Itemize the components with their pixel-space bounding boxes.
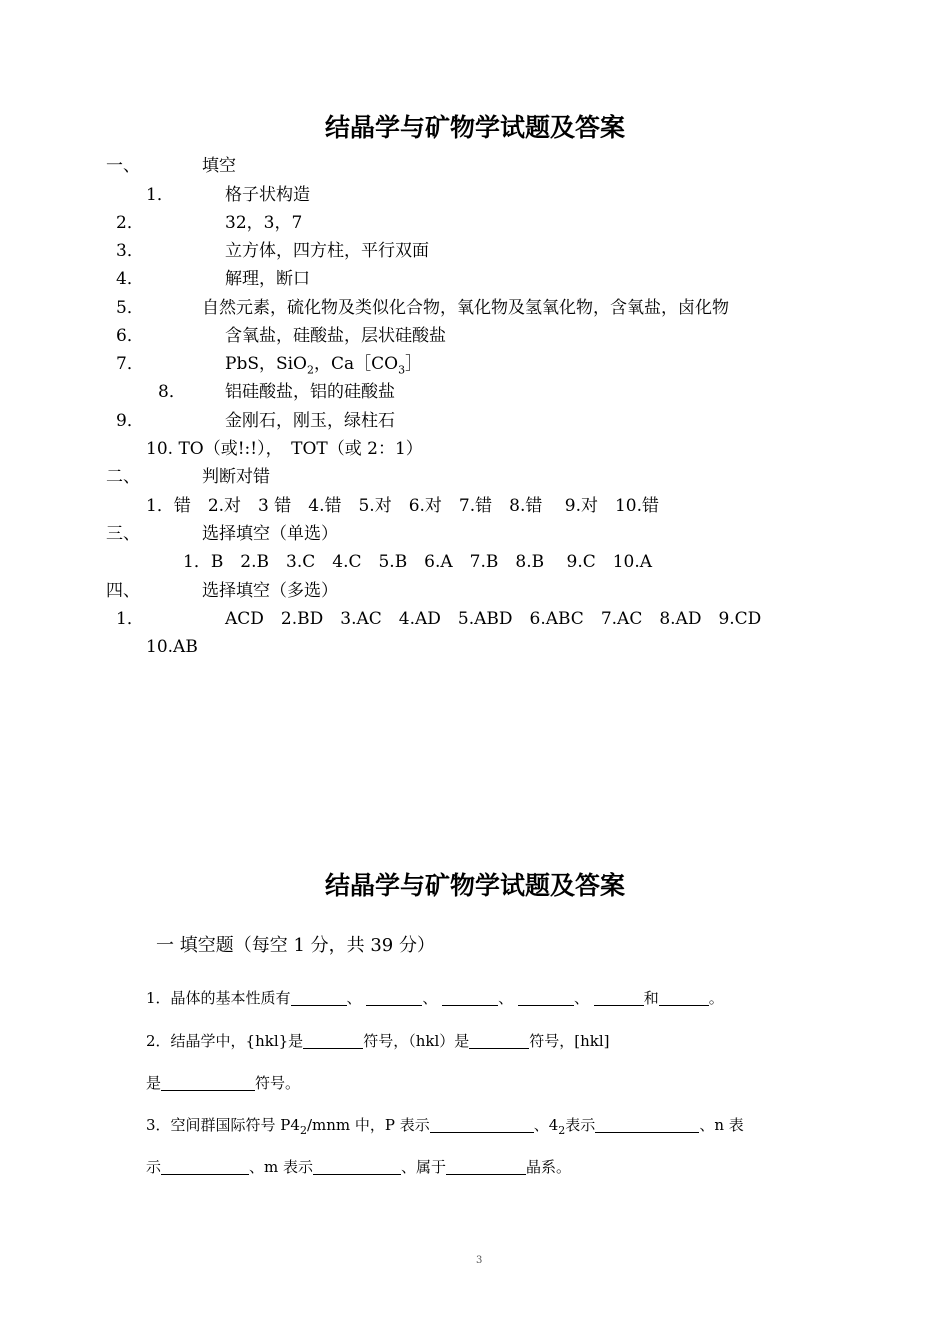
section-1-label: 填空 [202, 156, 236, 176]
answer-blank[interactable] [366, 989, 422, 1006]
answer-8-number: 8． [158, 382, 186, 402]
separator: 、 [422, 989, 438, 1007]
answer-4-text: 解理，断口 [225, 269, 310, 289]
section-3-label: 选择填空（单选） [202, 524, 338, 544]
question-2-text-b: 符号，（hkl）是 [363, 1032, 470, 1050]
question-1-text: 1．晶体的基本性质有 [146, 989, 291, 1007]
section-3-answers: 1．B 2.B 3.C 4.C 5.B 6.A 7.B 8.B 9.C 10.A [183, 552, 653, 572]
question-3-subscript-b: 2 [558, 1124, 566, 1137]
answer-7-part-b: ，Ca［CO [314, 354, 399, 374]
separator: 、 [498, 989, 514, 1007]
answer-blank[interactable] [161, 1074, 255, 1091]
answers-title: 结晶学与矿物学试题及答案 [324, 113, 625, 142]
question-3-continued-text: 示 [146, 1158, 162, 1176]
question-3-continued-text-b: 、m 表示 [249, 1158, 314, 1176]
answer-blank[interactable] [430, 1116, 534, 1133]
question-2-continued [146, 1073, 300, 1093]
answer-7-part-c: ］ [405, 354, 423, 374]
answer-1-number: 1． [146, 185, 174, 205]
answer-4-number: 4． [116, 269, 144, 289]
answer-blank[interactable] [313, 1158, 401, 1175]
page-number: 3 [476, 1255, 483, 1266]
question-1-and: 和 [643, 989, 659, 1007]
question-3-subscript: 2 [299, 1124, 307, 1137]
section-4-answers-continued: 10.AB [146, 637, 198, 657]
answer-blank[interactable] [595, 1116, 699, 1133]
question-3-continued [146, 1157, 571, 1177]
separator: 、 [346, 989, 362, 1007]
question-3-continued-text-c: 、属于 [401, 1158, 447, 1176]
question-3 [146, 1115, 744, 1141]
answer-6-text: 含氧盐，硅酸盐，层状硅酸盐 [225, 326, 446, 346]
question-2 [146, 1031, 610, 1051]
question-2-text-c: 符号，[hkl] [529, 1032, 610, 1050]
section-4-answers: ACD 2.BD 3.AC 4.AD 5.ABD 6.ABC 7.AC 8.AD 9.CD [225, 609, 762, 629]
question-2-text: 2．结晶学中，{hkl}是 [146, 1032, 304, 1050]
answer-blank[interactable] [518, 989, 574, 1006]
question-3-text: 3．空间群国际符号 P4 [146, 1116, 300, 1134]
answer-blank[interactable] [659, 989, 709, 1006]
question-3-continued-end: 晶系。 [526, 1158, 572, 1176]
answer-7-text [225, 353, 422, 381]
question-2-continued-text: 是 [146, 1074, 162, 1092]
section-3-number: 三、 [106, 524, 140, 544]
section-1-number: 一、 [106, 156, 140, 176]
answer-3-number: 3． [116, 241, 144, 261]
answer-2-text: 32，3，7 [225, 213, 303, 233]
answer-7-subscript-b: 3 [398, 363, 406, 377]
answer-9-number: 9． [116, 411, 144, 431]
section-2-number: 二、 [106, 467, 140, 487]
answer-3-text: 立方体，四方柱，平行双面 [225, 241, 429, 261]
answer-blank[interactable] [291, 989, 347, 1006]
section-2-answers: 1．错 2.对 3 错 4.错 5.对 6.对 7.错 8.错 9.对 10.错 [146, 496, 660, 516]
answer-5-text: 自然元素，硫化物及类似化合物，氧化物及氢氧化物，含氧盐，卤化物 [202, 298, 729, 318]
answer-10-text: 10. TO（或!:!）， TOT（或 2：1） [146, 439, 423, 459]
section-2-label: 判断对错 [202, 467, 270, 487]
answer-blank[interactable] [442, 989, 498, 1006]
answer-7-part-a: PbS，SiO [225, 354, 307, 374]
section-4-number: 四、 [106, 581, 140, 601]
question-3-text-d: 表示 [565, 1116, 596, 1134]
answer-9-text: 金刚石，刚玉，绿柱石 [225, 411, 395, 431]
question-3-text-e: 、n 表 [699, 1116, 744, 1134]
question-2-continued-end: 符号。 [255, 1074, 301, 1092]
answer-blank[interactable] [303, 1032, 363, 1049]
answer-7-number: 7． [116, 354, 144, 374]
answer-8-text: 铝硅酸盐，铝的硅酸盐 [225, 382, 395, 402]
answer-2-number: 2． [116, 213, 144, 233]
answer-6-number: 6． [116, 326, 144, 346]
answer-blank[interactable] [446, 1158, 526, 1175]
answer-blank[interactable] [161, 1158, 249, 1175]
answer-blank[interactable] [594, 989, 644, 1006]
question-1 [146, 988, 724, 1008]
question-1-end: 。 [708, 989, 724, 1007]
separator: 、 [573, 989, 589, 1007]
answer-blank[interactable] [469, 1032, 529, 1049]
question-3-text-c: 、4 [533, 1116, 559, 1134]
question-3-text-b: /mnm 中，P 表示 [306, 1116, 430, 1134]
exam-title: 结晶学与矿物学试题及答案 [324, 871, 625, 900]
exam-section-1-heading: 一 填空题（每空 1 分，共 39 分） [156, 935, 435, 956]
answer-1-text: 格子状构造 [225, 185, 310, 205]
section-4-label: 选择填空（多选） [202, 581, 338, 601]
answer-7-subscript-a: 2 [307, 363, 314, 377]
section-4-item-number: 1． [116, 609, 144, 629]
answer-5-number: 5． [116, 298, 144, 318]
